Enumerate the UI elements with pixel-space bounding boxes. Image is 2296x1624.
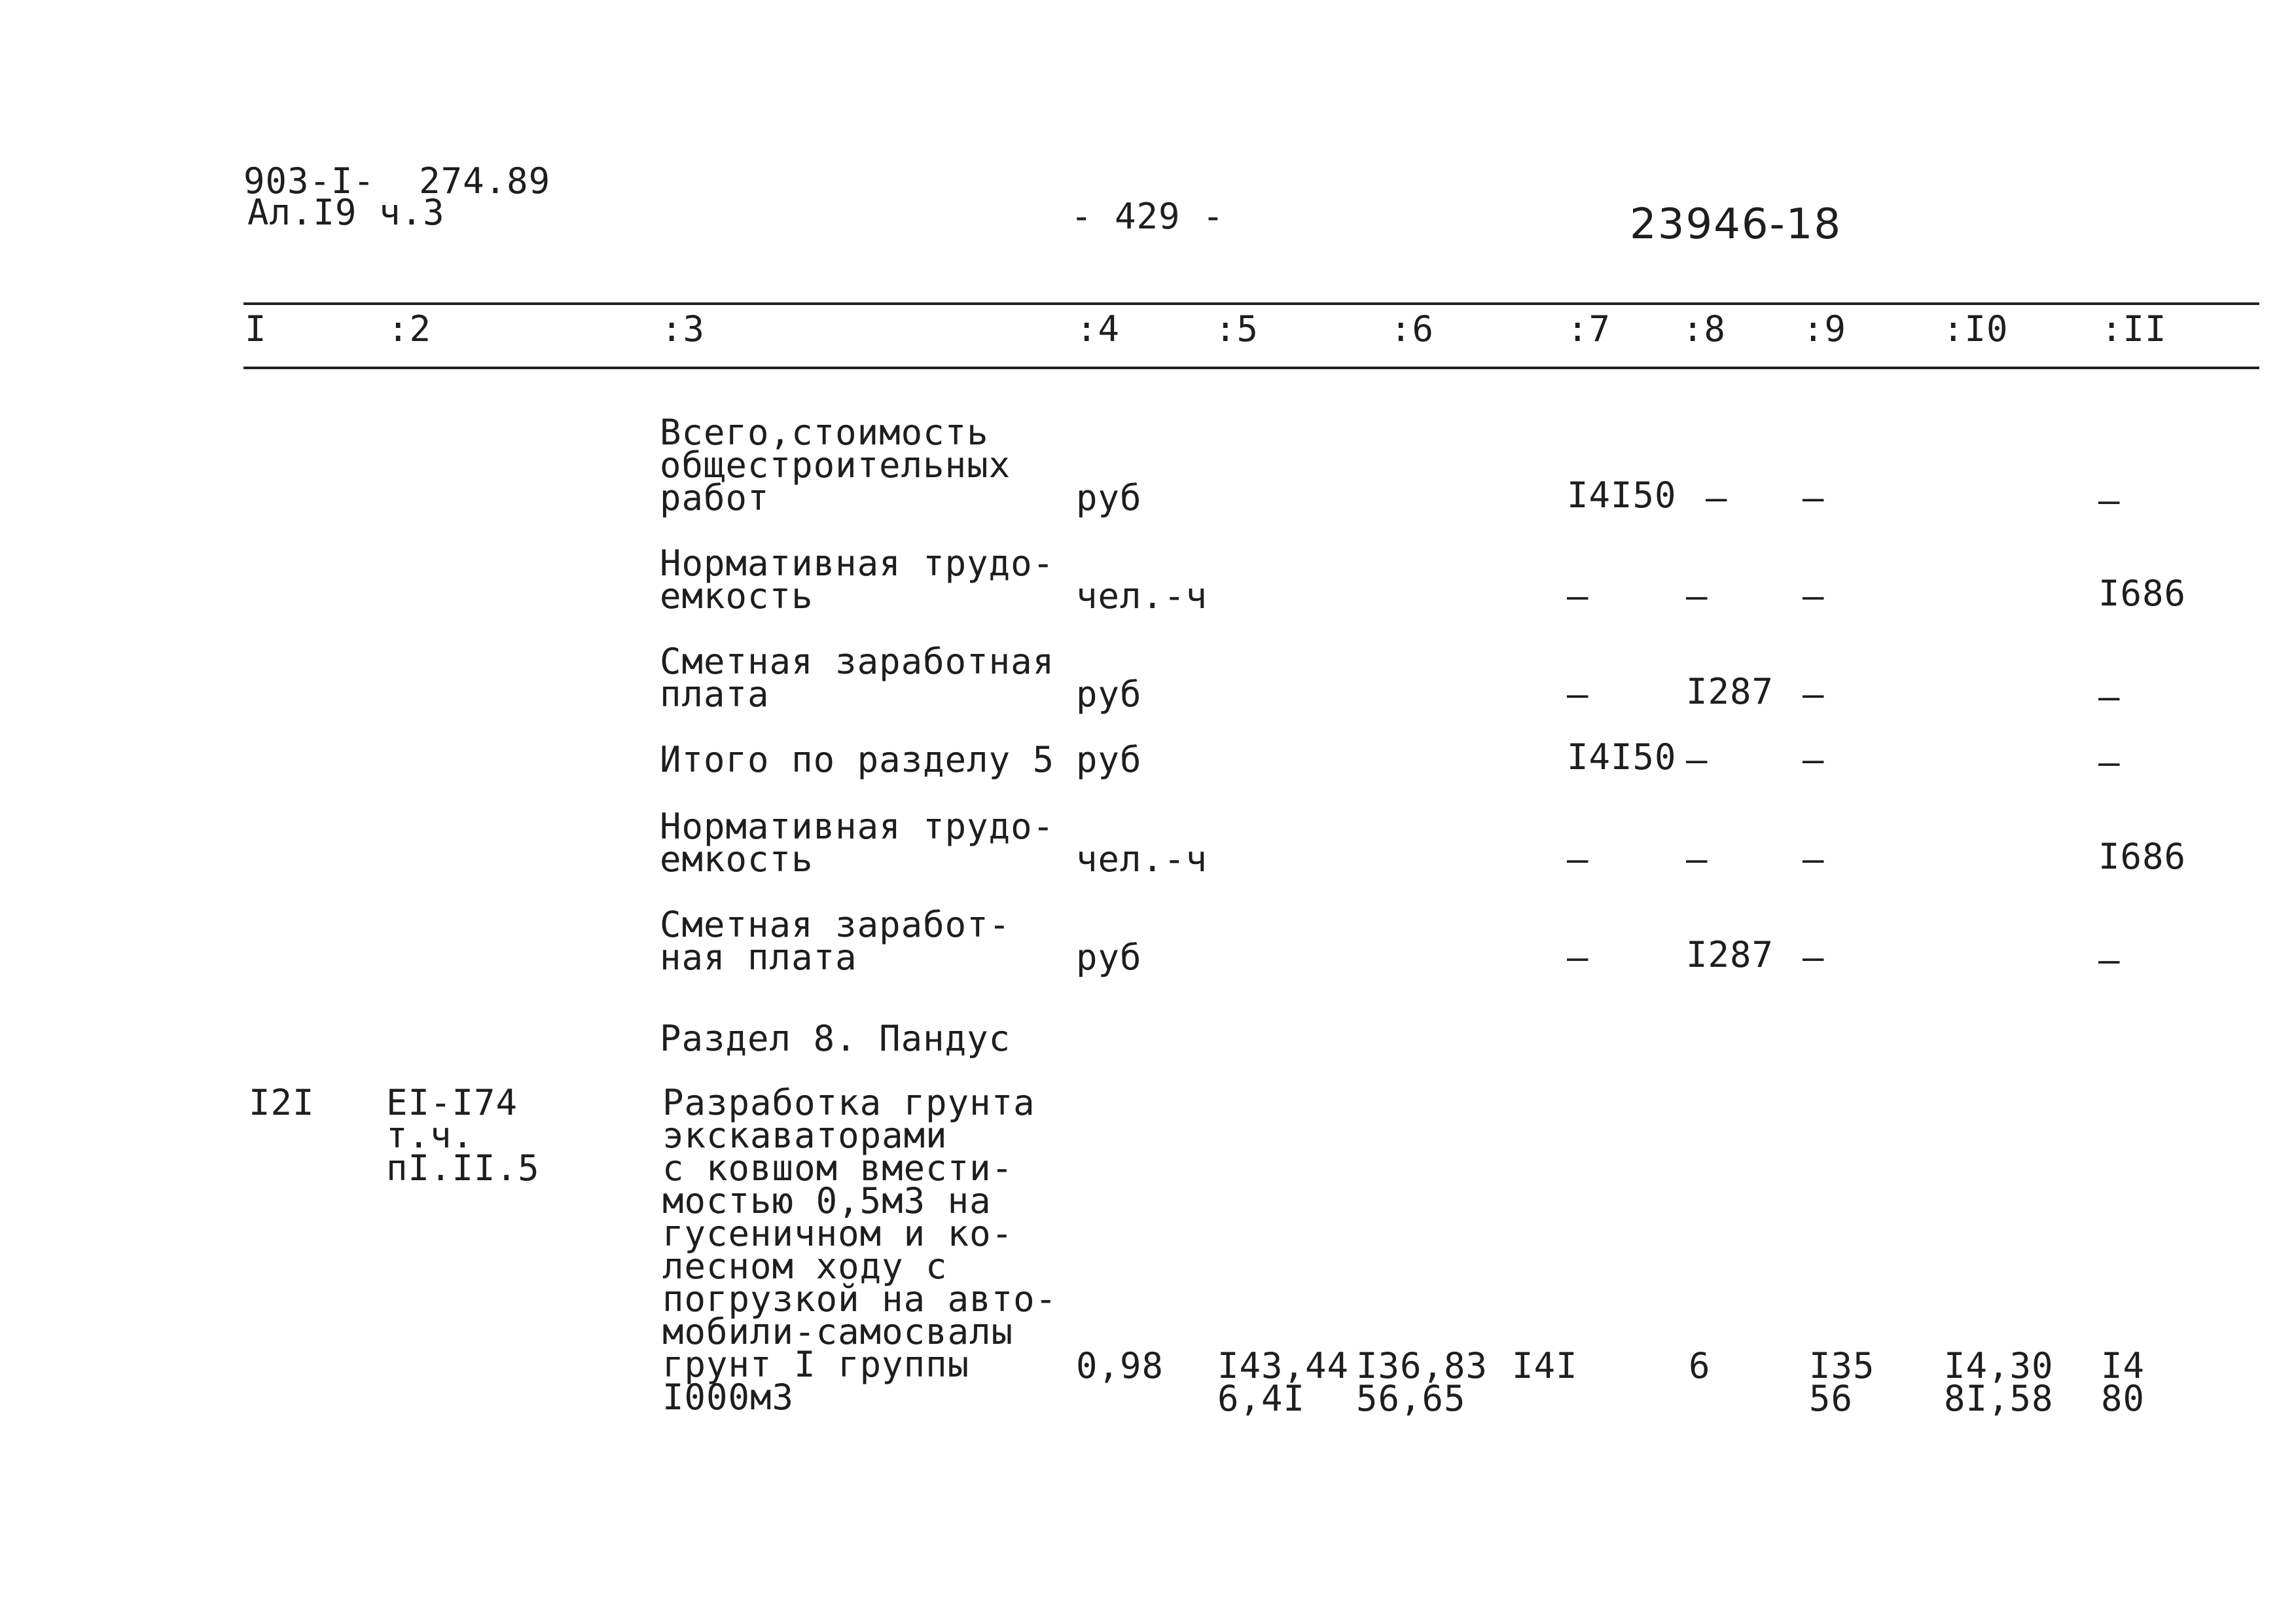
column-header-9: :9 <box>1803 308 1847 350</box>
handwritten-number: 23946-18 <box>1630 200 1842 249</box>
row-1-unit: чел.-ч <box>1076 575 1208 617</box>
row-7-col5: I43,44 6,4I <box>1217 1345 1350 1419</box>
row-2-unit: руб <box>1076 674 1142 715</box>
row-5-unit: руб <box>1076 937 1142 978</box>
row-3-col11: – <box>2098 742 2121 783</box>
column-header-4: :4 <box>1076 308 1121 350</box>
page-number: - 429 - <box>1071 196 1225 237</box>
column-header-10: :I0 <box>1943 308 2009 350</box>
row-1-col8: – <box>1686 575 1708 617</box>
row-2-description: Сметная заработная плата <box>660 641 1055 715</box>
row-1-description: Нормативная трудо- емкость <box>660 543 1055 617</box>
row-7-col11: I4 80 <box>2101 1345 2145 1419</box>
row-5-description: Сметная заработ- ная плата <box>660 904 1011 978</box>
row-2-col8: I287 <box>1686 671 1774 712</box>
row-4-description: Нормативная трудо- емкость <box>660 806 1055 880</box>
row-7-code: EI-I74 т.ч. пI.II.5 <box>386 1082 540 1189</box>
row-4-col9: – <box>1803 839 1825 880</box>
column-header-11: :II <box>2101 308 2167 350</box>
row-3-col8: – <box>1686 739 1708 780</box>
row-1-col11: I686 <box>2098 573 2187 614</box>
header-rule-top <box>243 302 2259 305</box>
row-3-col9: – <box>1803 739 1825 780</box>
row-2-col11: – <box>2098 676 2121 717</box>
column-header-2: :2 <box>387 308 432 350</box>
album-ref: Ал.I9 ч.3 <box>247 192 445 233</box>
column-header-8: :8 <box>1682 308 1727 350</box>
row-0-col11: – <box>2098 480 2121 521</box>
row-5-col8: I287 <box>1686 934 1774 975</box>
row-3-col7: I4I50 <box>1567 736 1677 778</box>
row-2-col9: – <box>1803 674 1825 715</box>
row-1-col9: – <box>1803 575 1825 617</box>
row-0-col8: – <box>1706 477 1728 518</box>
column-header-5: :5 <box>1215 308 1259 350</box>
doc-code: 903-I- 274.89 <box>243 160 551 202</box>
row-5-col11: – <box>2098 939 2121 981</box>
header-rule-bottom <box>243 367 2259 369</box>
column-header-1: I <box>245 308 267 350</box>
row-7-col7: I4I <box>1512 1345 1578 1386</box>
row-2-col7: – <box>1567 674 1589 715</box>
row-7-col9: I35 56 <box>1809 1345 1875 1419</box>
row-0-description: Всего,стоимость общестроительных работ <box>660 412 1011 518</box>
row-5-col9: – <box>1803 937 1825 978</box>
row-7-description: Разработка грунта экскаваторами с ковшом вмести- мостью 0,5м3 на гусеничном и ко- лесном ходу с погрузкой на авто- мобили-самосвалы грунт I группы I000м3 <box>662 1082 1058 1418</box>
row-3-unit: руб <box>1076 739 1142 780</box>
row-5-col7: – <box>1567 937 1589 978</box>
row-0-unit: руб <box>1076 477 1142 518</box>
row-1-col7: – <box>1567 575 1589 617</box>
row-3-description: Итого по разделу 5 <box>660 739 1055 780</box>
row-0-col7: I4I50 <box>1567 475 1677 516</box>
column-header-3: :3 <box>661 308 706 350</box>
column-header-7: :7 <box>1567 308 1611 350</box>
row-7-col10: I4,30 8I,58 <box>1944 1345 2054 1419</box>
column-header-6: :6 <box>1390 308 1435 350</box>
section-title: Раздел 8. Пандус <box>660 1018 1011 1059</box>
row-4-col8: – <box>1686 839 1708 880</box>
row-0-col9: – <box>1803 477 1825 518</box>
row-4-col7: – <box>1567 839 1589 880</box>
row-7-quantity: 0,98 <box>1076 1345 1164 1386</box>
row-4-unit: чел.-ч <box>1076 839 1208 880</box>
row-7-number: I2I <box>249 1082 315 1123</box>
row-7-col8: 6 <box>1689 1345 1711 1386</box>
row-4-col11: I686 <box>2098 836 2187 877</box>
row-7-col6: I36,83 56,65 <box>1356 1345 1488 1419</box>
